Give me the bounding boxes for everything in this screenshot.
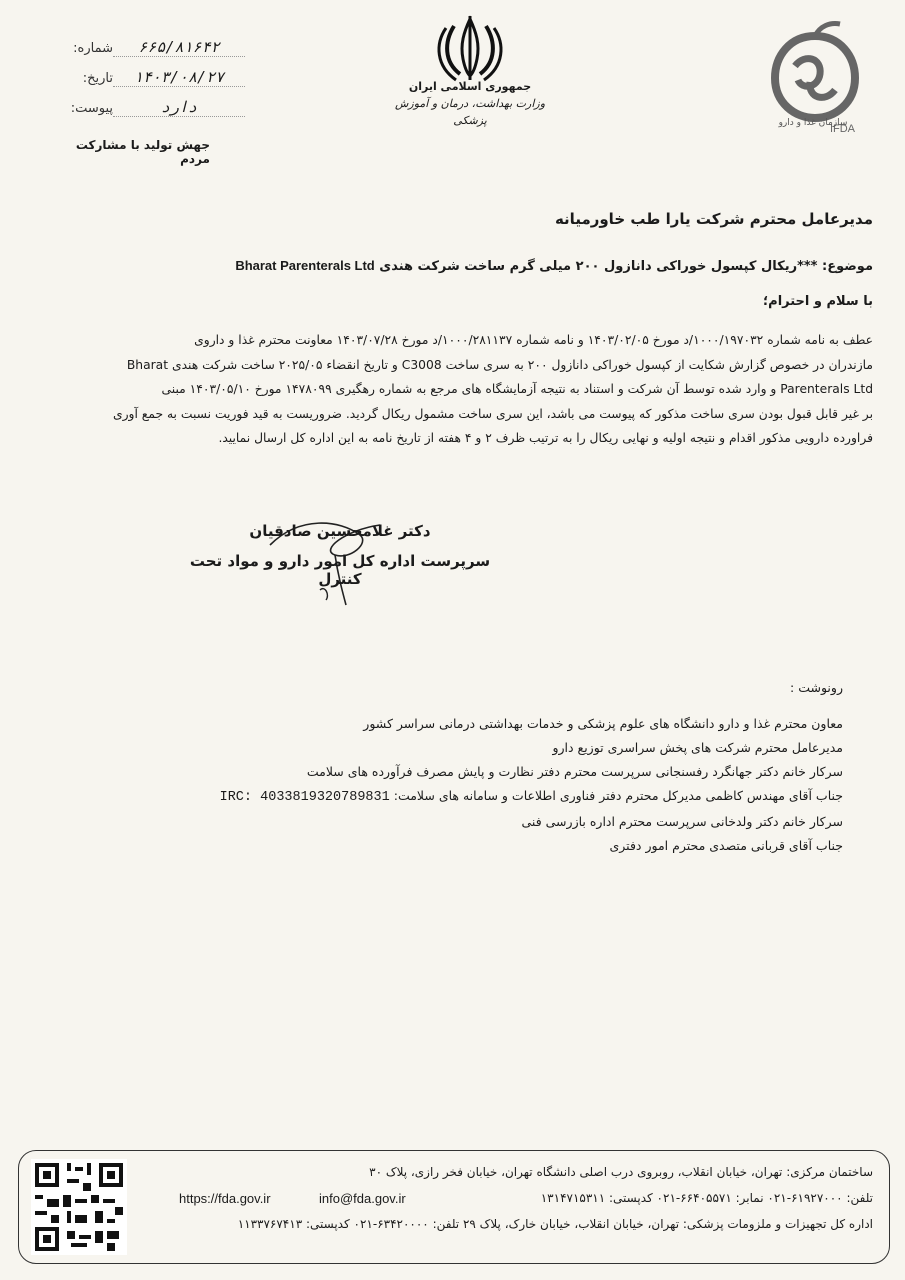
attachment-row xyxy=(55,98,245,128)
gov-line-2: وزارت بهداشت، درمان و آموزش پزشکی xyxy=(394,97,546,127)
government-caption xyxy=(390,78,550,129)
cc-list xyxy=(143,712,843,858)
recipient: مدیرعامل محترم شرکت یارا طب خاورمیانه xyxy=(554,210,873,228)
cc-item: معاون محترم غذا و دارو دانشگاه های علوم پزشکی و خدمات بهداشتی درمانی سراسر کشور xyxy=(363,716,843,731)
number-value: ۶۶۵/۸۱۶۴۲ xyxy=(113,38,245,57)
date-label: تاریخ: xyxy=(82,71,113,86)
qr-code-icon xyxy=(31,1159,127,1255)
cc-item: جناب آقای قربانی متصدی محترم امور دفتری xyxy=(609,838,843,853)
footer-contacts: تلفن: ۶۱۹۲۷۰۰۰-۰۲۱ نمابر: ۶۶۴۰۵۵۷۱-۰۲۱ کدپستی: ۱۳۱۴۷۱۵۳۱۱ xyxy=(540,1191,873,1205)
footer-address-central: ساختمان مرکزی: تهران، خیابان انقلاب، روبروی درب اصلی دانشگاه تهران، خیابان فخر رازی، پلاک ۳۰ xyxy=(369,1165,873,1179)
ifda-caption: سازمان غذا و دارو xyxy=(778,118,848,128)
cc-label: رونوشت : xyxy=(790,680,843,695)
cc-item-text: جناب آقای مهندس کاظمی مدیرکل محترم دفتر فناوری اطلاعات و سامانه های سلامت: xyxy=(393,788,843,803)
date-row xyxy=(55,68,245,98)
footer-email-link[interactable]: info@fda.gov.ir xyxy=(319,1191,406,1206)
body-line: عطف به نامه شماره ۱۰۰۰/۱۹۷۰۳۲/د مورخ ۱۴۰۳/۰۲/۰۵ و نامه شماره ۱۰۰۰/۲۸۱۱۳۷/د مورخ ۱۴۰۳/۰۷/۲۸ معاونت محترم غذا و داروی xyxy=(194,333,873,347)
gov-line-1: جمهوری اسلامی ایران xyxy=(408,80,532,93)
footer-address-equipment: اداره کل تجهیزات و ملزومات پزشکی: تهران، خیابان انقلاب، خیابان خارک، پلاک ۲۹ تلفن: ۶۳۴۲۰۰۰۰-۰۲۱ کدپستی: ۱۱۳۳۷۶۷۴۱۳ xyxy=(237,1217,873,1231)
cc-item: سرکار خانم دکتر ولدخانی سرپرست محترم اداره بازرسی فنی xyxy=(521,814,843,829)
subject xyxy=(235,258,873,274)
irc-code: IRC: 4033819320789831 xyxy=(219,790,390,805)
number-row xyxy=(55,38,245,68)
signer-name: دکتر غلامحسین صادقیان xyxy=(249,522,431,540)
body-line: بر غیر قابل قبول بودن سری ساخت مذکور که پیوست می باشد، این سری ساخت مشمول ریکال گردید. ضروریست به قید فوریت نسبت به جمع آوری xyxy=(112,406,873,421)
letter-meta xyxy=(55,38,245,128)
ifda-abbr: IFDA xyxy=(829,123,855,135)
cc-item: سرکار خانم دکتر جهانگرد رفسنجانی سرپرست محترم دفتر نظارت و پایش مصرف فرآورده های سلامت xyxy=(306,764,843,779)
body-line: Parenterals Ltd و وارد شده توسط آن شرکت و استناد به نتیجه آزمایشگاه های مرجع به شماره رهگیری ۱۴۷۸۰۹۹ مورخ ۱۴۰۳/۰۵/۱۰ مبنی xyxy=(161,382,873,396)
letter-body xyxy=(33,328,873,451)
subject-text: موضوع: ***ریکال کپسول خوراکی دانازول ۲۰۰ میلی گرم ساخت شرکت هندی xyxy=(379,259,873,274)
attachment-value: دارد xyxy=(113,98,245,117)
subject-company: Bharat Parenterals Ltd xyxy=(235,258,375,273)
letter-footer xyxy=(18,1150,890,1264)
cc-item: مدیرعامل محترم شرکت های پخش سراسری توزیع دارو xyxy=(552,740,843,755)
motto: جهش تولید با مشارکت مردم xyxy=(75,138,210,166)
signer-title: سرپرست اداره کل امور دارو و مواد تحت کنترل xyxy=(189,552,491,588)
footer-website-link[interactable]: https://fda.gov.ir xyxy=(179,1191,271,1206)
number-label: شماره: xyxy=(73,41,113,56)
cc-item xyxy=(143,784,843,810)
body-line: فراورده دارویی مذکور اقدام و نتیجه اولیه و نهایی ریکال را به ترتیب ظرف ۲ و ۴ هفته از تاریخ نامه به این اداره کل ارسال نمایید. xyxy=(218,431,873,445)
date-value: ۱۴۰۳/۰۸/۲۷ xyxy=(113,68,245,87)
attachment-label: پیوست: xyxy=(70,101,113,116)
iran-emblem-icon xyxy=(430,14,510,84)
greeting: با سلام و احترام؛ xyxy=(762,294,873,309)
body-line: مازندران در خصوص گزارش شکایت از کپسول خوراکی دانازول ۲۰۰ به سری ساخت C3008 و تاریخ انقضاء ۲۰۲۵/۰۵ ساخت شرکت هندی Bharat xyxy=(126,357,873,372)
